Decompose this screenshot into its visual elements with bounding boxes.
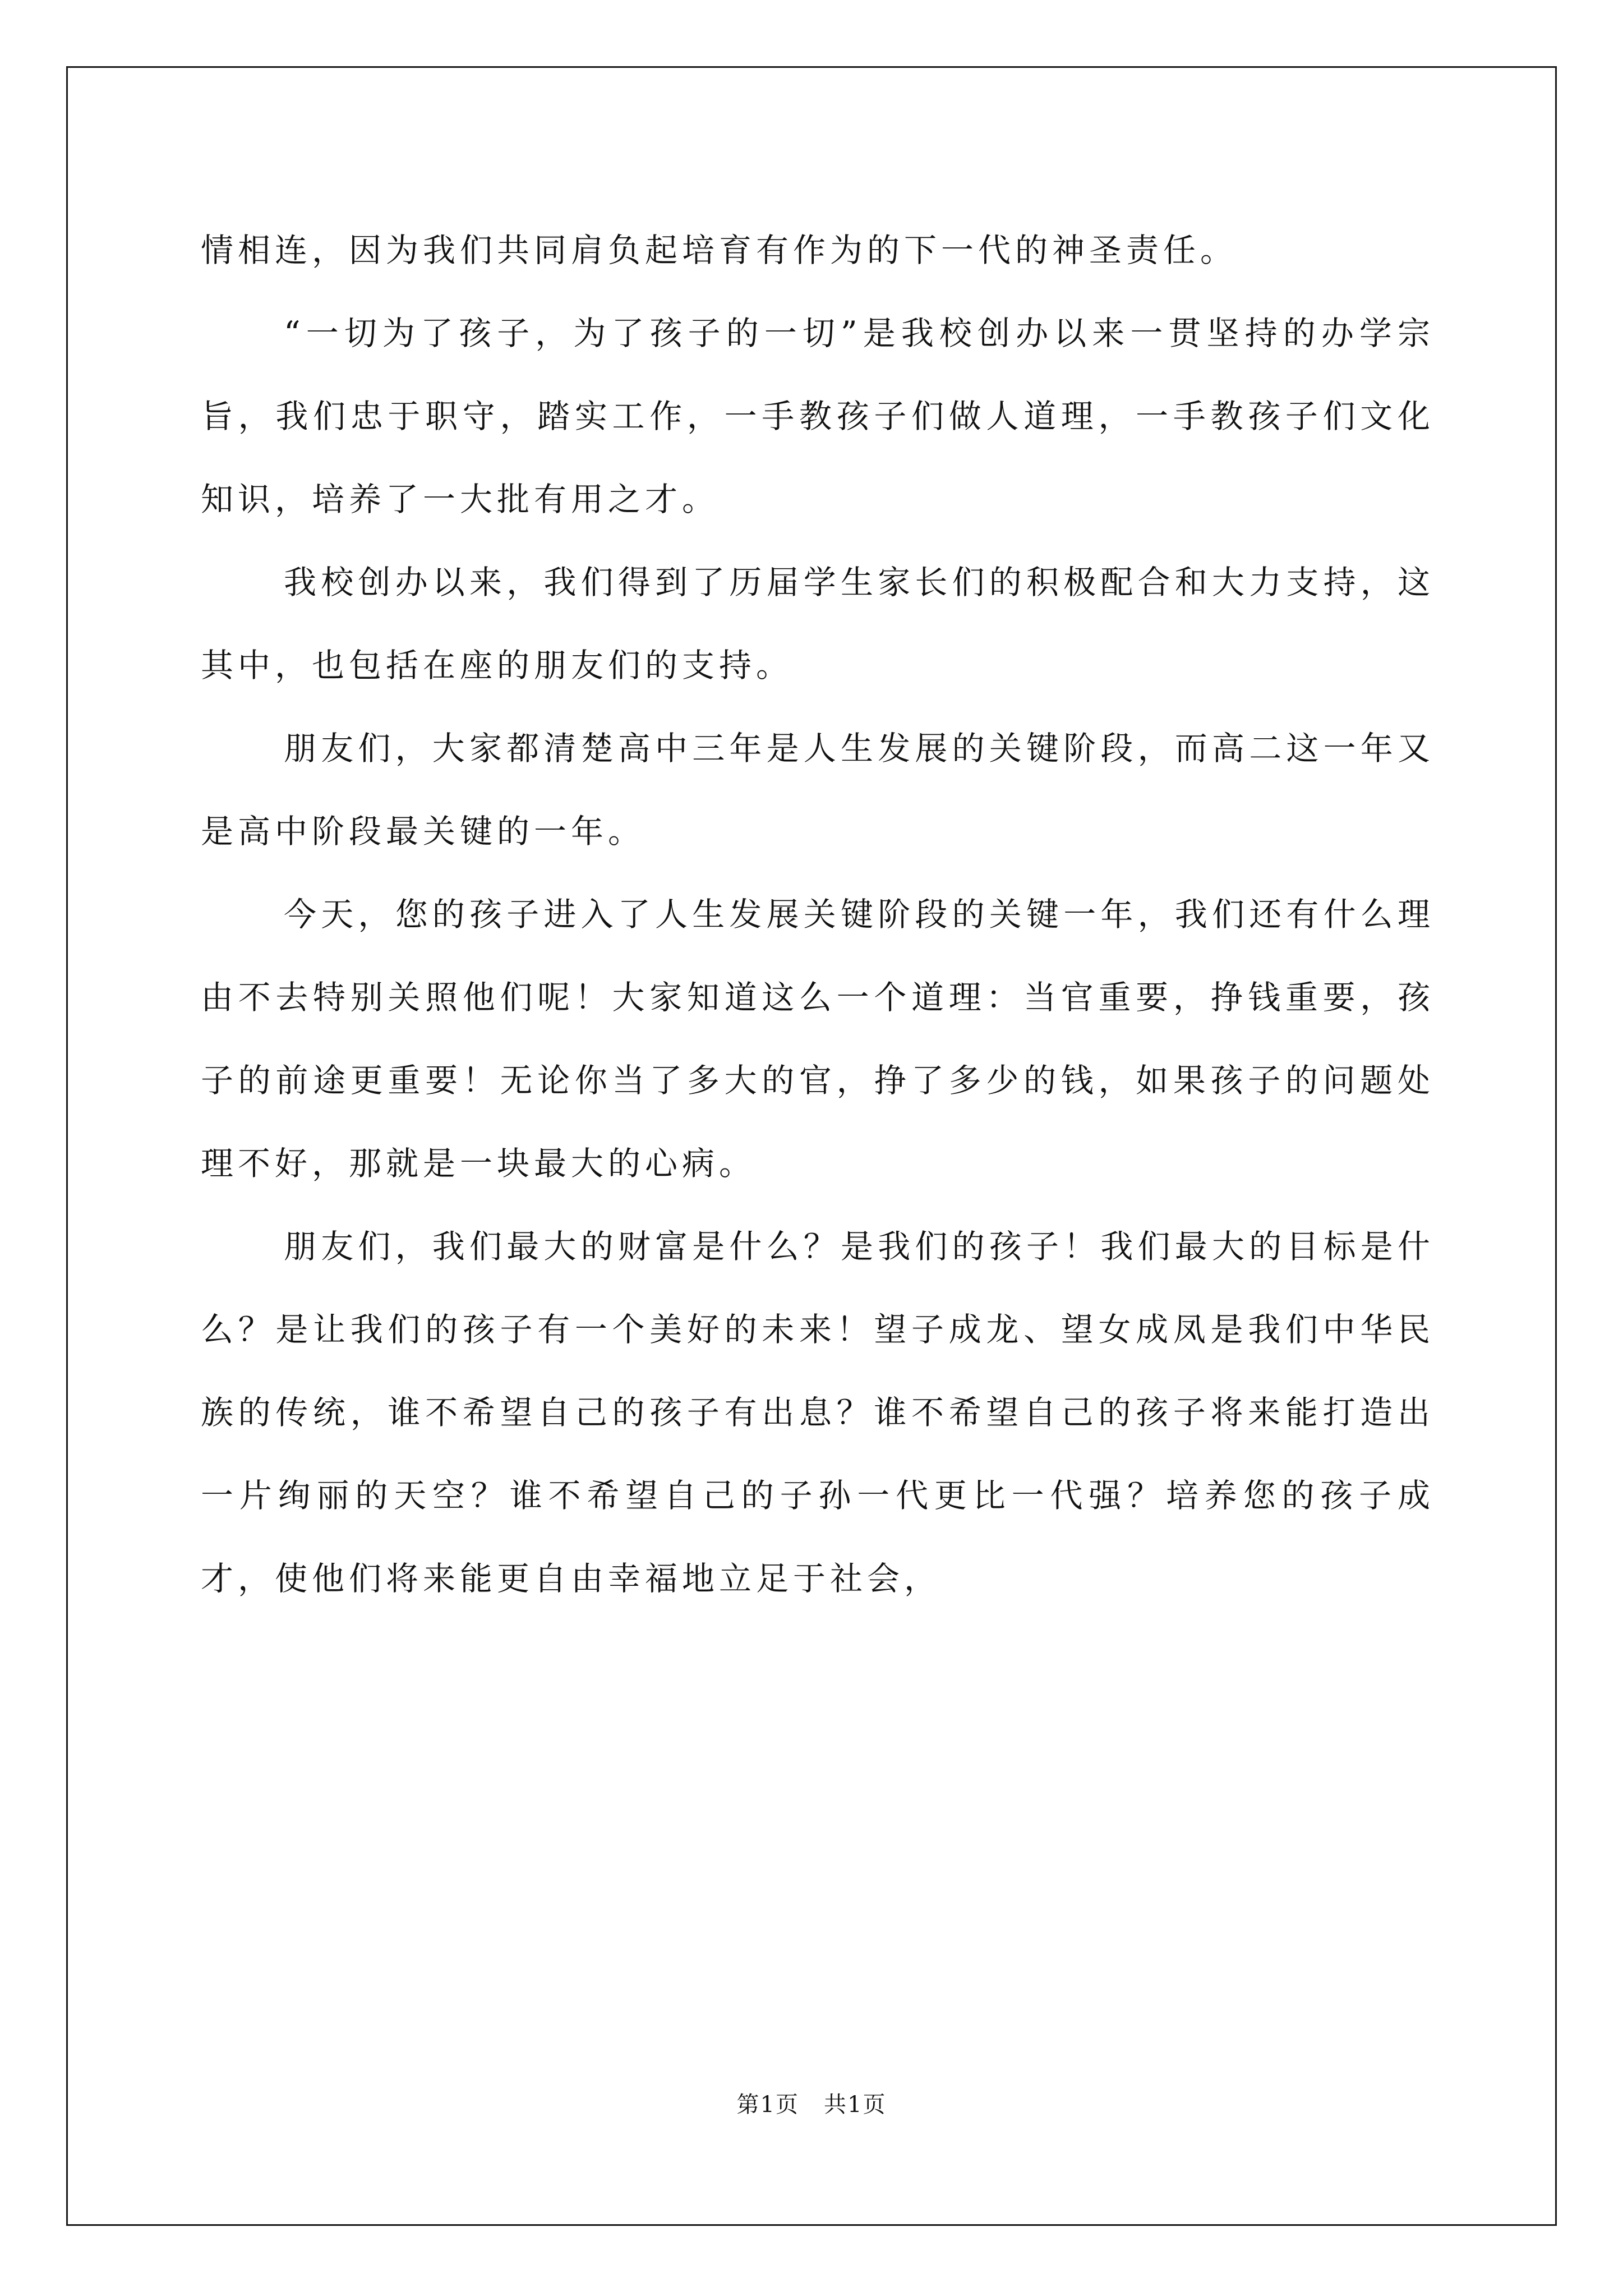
page-number-total: 共1页	[824, 2092, 887, 2118]
paragraph-1: 情相连，因为我们共同肩负起培育有作为的下一代的神圣责任。	[201, 231, 1238, 269]
paragraph-3: 我校创办以来，我们得到了历届学生家长们的积极配合和大力支持，这其中，也包括在座的朋友们的支持。	[201, 563, 1435, 684]
paragraph-2: “一切为了孩子，为了孩子的一切”是我校创办以来一贯坚持的办学宗旨，我们忠于职守，踏实工作，一手教孩子们做人道理，一手教孩子们文化知识，培养了一大批有用之才。	[201, 314, 1435, 518]
document-body	[201, 209, 1435, 1620]
paragraph-6: 朋友们，我们最大的财富是什么？是我们的孩子！我们最大的目标是什么？是让我们的孩子有一个美好的未来！望子成龙、望女成凤是我们中华民族的传统，谁不希望自己的孩子有出息？谁不希望自己的孩子将来能打造出一片绚丽的天空？谁不希望自己的子孙一代更比一代强？培养您的孩子成才，使他们将来能更自由幸福地立足于社会，	[201, 1227, 1435, 1598]
page-number-current: 第1页	[736, 2092, 799, 2118]
paragraph-5: 今天，您的孩子进入了人生发展关键阶段的关键一年，我们还有什么理由不去特别关照他们呢！大家知道这么一个道理：当官重要，挣钱重要，孩子的前途更重要！无论你当了多大的官，挣了多少的钱，如果孩子的问题处理不好，那就是一块最大的心病。	[201, 895, 1435, 1182]
paragraph-4: 朋友们，大家都清楚高中三年是人生发展的关键阶段，而高二这一年又是高中阶段最关键的一年。	[201, 729, 1435, 850]
page-footer	[0, 2087, 1623, 2119]
